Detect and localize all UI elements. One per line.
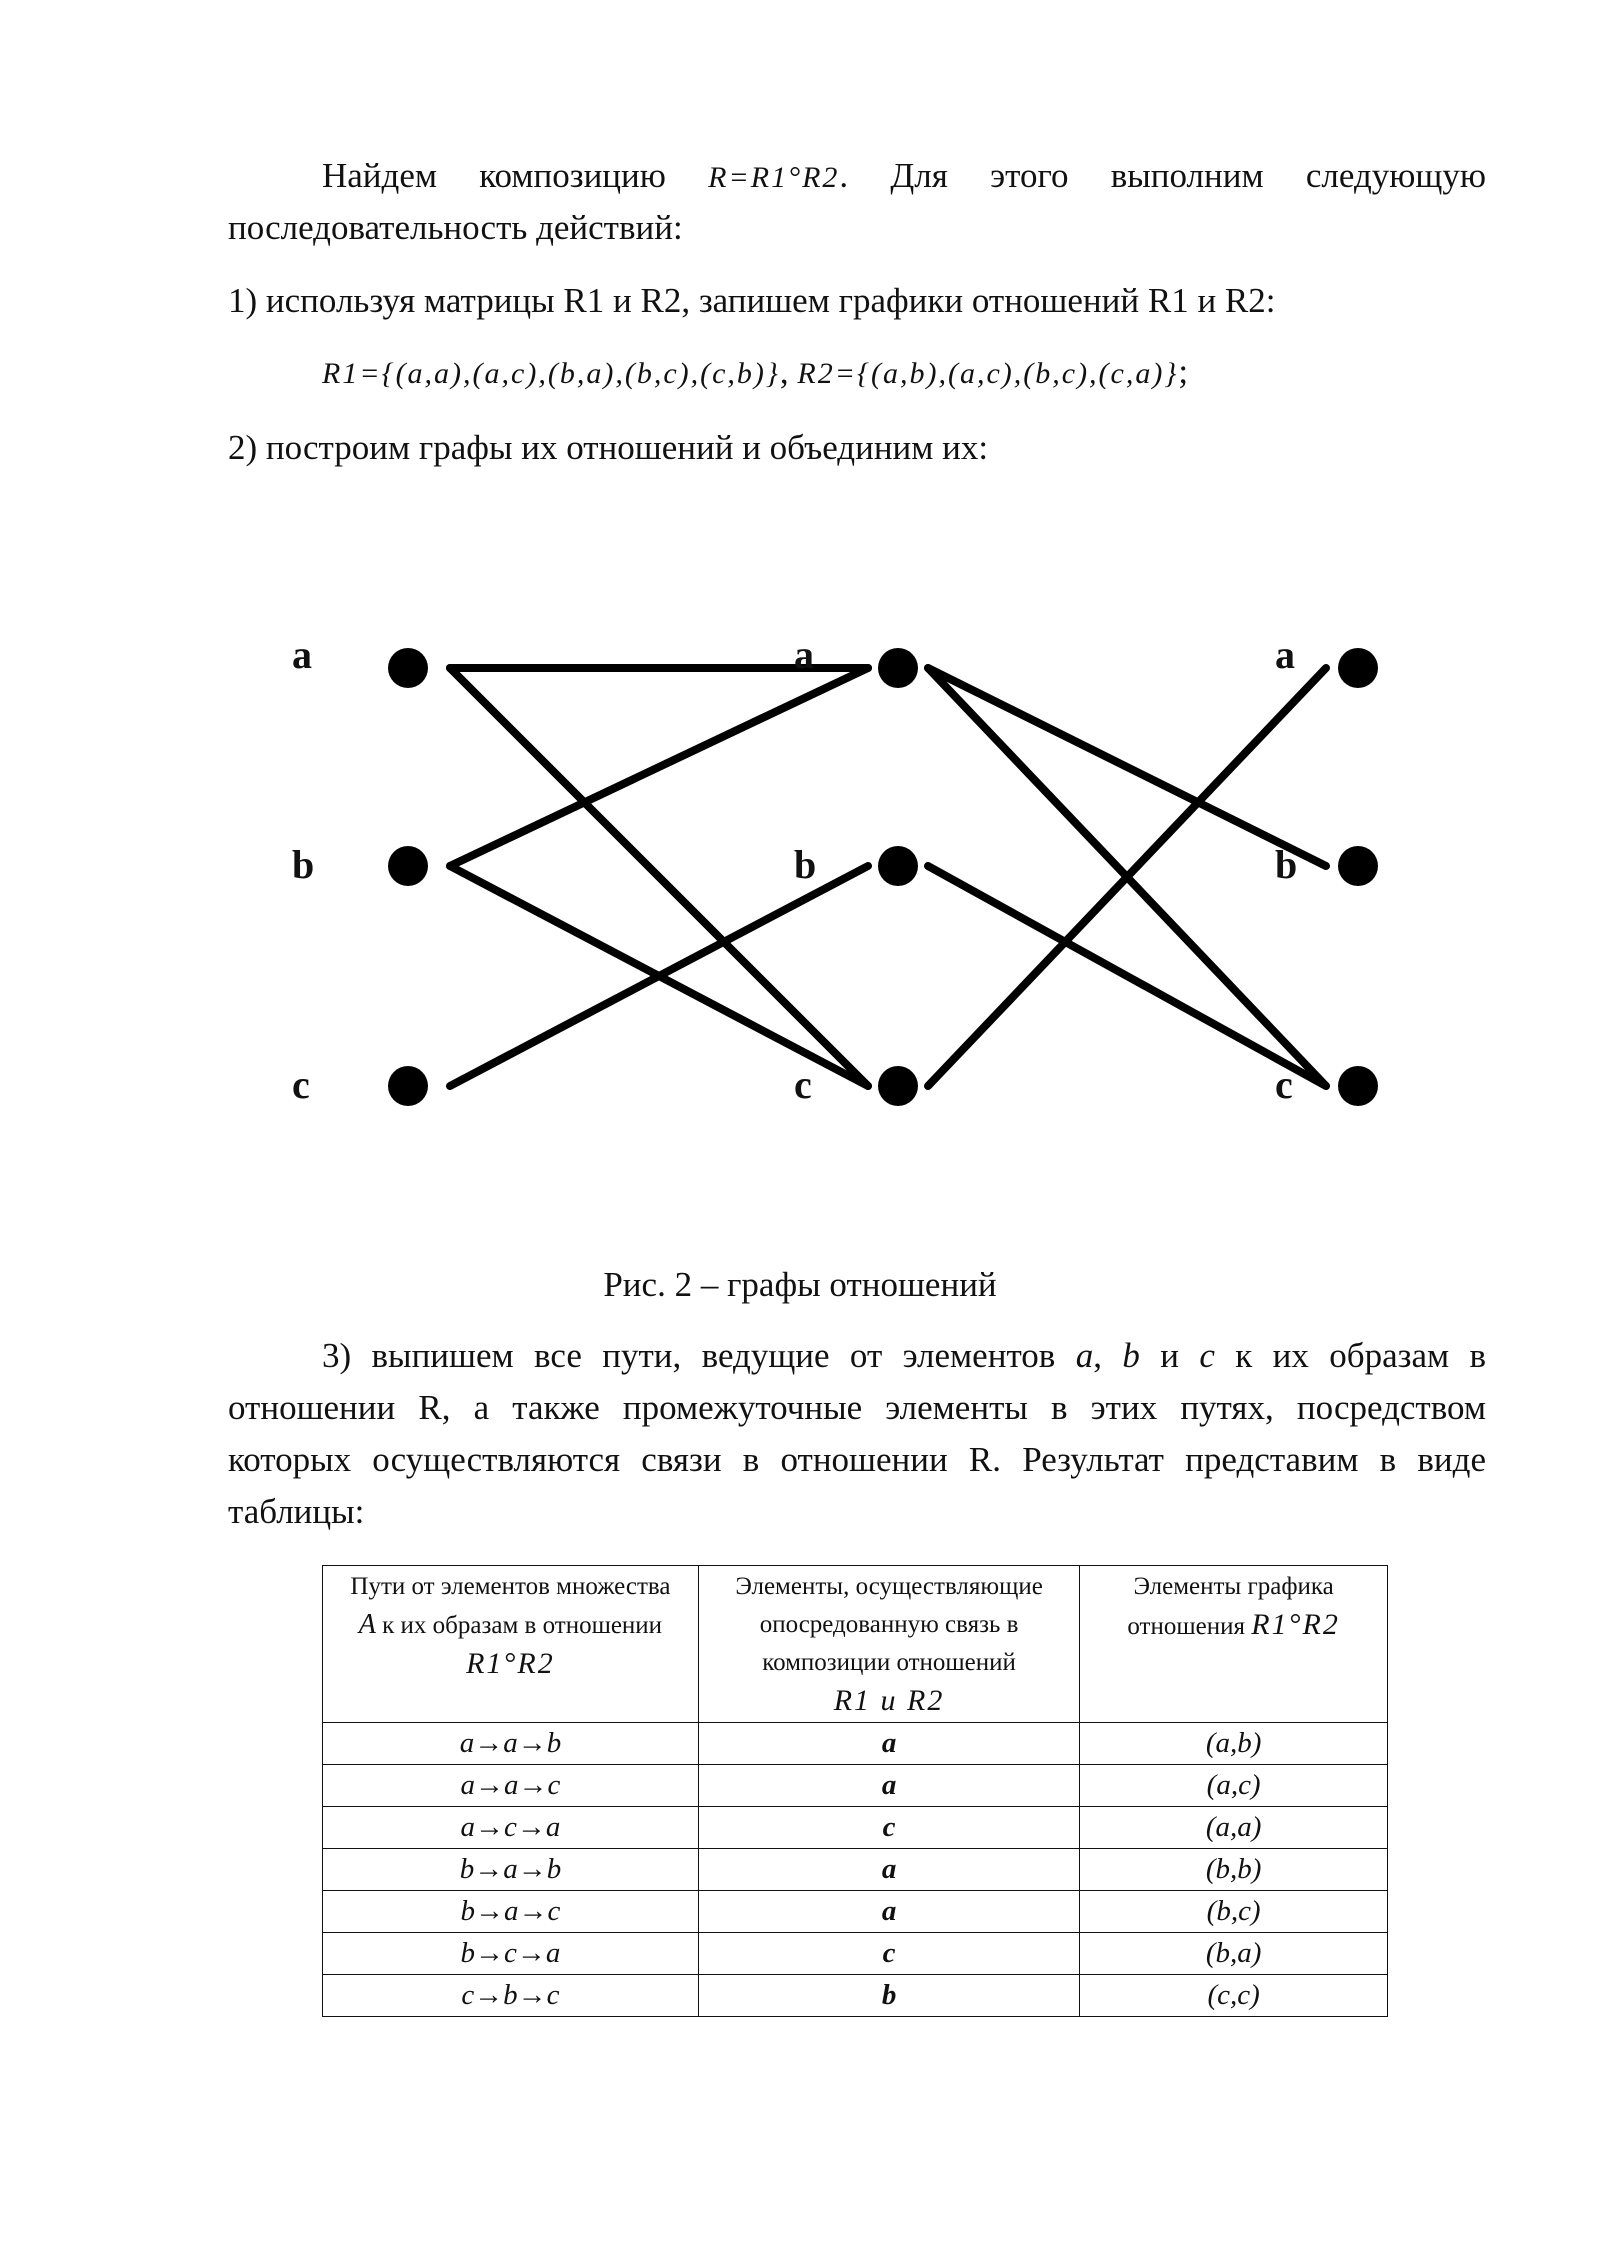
table-row [323,1807,1388,1849]
relation-graphs-line [228,346,1486,400]
path-cell: b→a→c [323,1891,699,1933]
right-label-a: a [1275,632,1295,677]
header-intermediate-line-3: композиции отношений [762,1649,1016,1676]
intermediate-cell: c [698,1807,1079,1849]
step3-line-2: отношении R, а также промежуточные элементы в этих путях, посредством [228,1388,1486,1427]
left-label-b: b [292,842,315,887]
middle-node-a [878,648,918,688]
r1-edge-b-a [450,668,868,866]
pair-cell: (a,b) [1080,1723,1388,1765]
path-cell: b→a→b [323,1849,699,1891]
path-cell: a→a→b [323,1723,699,1765]
step2-text: 2) построим графы их отношений и объединим их: [228,428,989,467]
step3-text-1: 3) выпишем все пути, ведущие от элементов [322,1336,1056,1375]
table-header-row [323,1566,1388,1723]
intro-text-1: Найдем композицию [322,156,666,195]
set-a-var: A [358,1609,376,1640]
right-label-b: b [1275,842,1298,887]
intermediate-cell: a [698,1849,1079,1891]
middle-node-c [878,1066,918,1106]
right-label-c: c [1275,1062,1293,1107]
header-pairs-line-2 [1088,1606,1379,1646]
table-row [323,1723,1388,1765]
table-row [323,1891,1388,1933]
right-node-b [1338,846,1378,886]
left-label-c: c [292,1062,310,1107]
composition-formula: R=R1°R2 [708,161,840,194]
table-body [323,1723,1388,2017]
r2-graph: R2={(a,b),(a,c),(b,c),(c,a)} [797,357,1179,390]
path-cell: a→c→a [323,1807,699,1849]
header-intermediate-formula: R1 и R2 [833,1684,945,1717]
r2-edge-b-c [928,866,1326,1086]
table-row [323,1849,1388,1891]
table-row [323,1975,1388,2017]
intermediate-cell: a [698,1765,1079,1807]
var-a: a [1075,1336,1094,1375]
step1-text: 1) используя матрицы R1 и R2, запишем графики отношений R1 и R2: [228,281,1276,320]
left-label-a: a [292,632,312,677]
intro-line-1 [228,150,1486,204]
path-cell: b→c→a [323,1933,699,1975]
table-row [323,1933,1388,1975]
r2-edge-a-b [928,668,1326,866]
right-node-a [1338,648,1378,688]
step3-line-3: которых осуществляются связи в отношении R. Результат представим в виде [228,1440,1486,1479]
pair-cell: (b,c) [1080,1891,1388,1933]
middle-label-a: a [794,632,814,677]
header-intermediate-line-1: Элементы, осуществляющие [735,1573,1043,1600]
middle-label-c: c [794,1062,812,1107]
pair-cell: (b,a) [1080,1933,1388,1975]
header-pairs-line-1: Элементы графика [1133,1573,1334,1600]
intermediate-cell: a [698,1891,1079,1933]
header-paths-text: к их образам в отношении [382,1612,663,1639]
intermediate-cell: b [698,1975,1079,2017]
left-node-c [388,1066,428,1106]
header-paths-formula: R1°R2 [466,1647,555,1680]
figure-caption: Рис. 2 – графы отношений [603,1265,997,1304]
header-intermediate-line-2: опосредованную связь в [759,1611,1019,1638]
path-cell: a→a→c [323,1765,699,1807]
left-node-a [388,648,428,688]
step3-line-4: таблицы: [228,1492,365,1531]
intro-text-2: . Для этого выполним следующую [839,156,1486,195]
intermediate-cell: a [698,1723,1079,1765]
graph-end: ; [1178,352,1189,391]
table-row [323,1765,1388,1807]
header-paths-line-2 [331,1606,690,1645]
header-paths [323,1566,699,1723]
left-node-b [388,846,428,886]
middle-node-b [878,846,918,886]
var-b: b [1122,1336,1140,1375]
intro-line-2: последовательность действий: [228,208,683,247]
header-paths-line-1: Пути от элементов множества [350,1573,671,1600]
header-pairs-text: отношения [1127,1613,1245,1640]
var-c: c [1199,1336,1215,1375]
pair-cell: (a,c) [1080,1765,1388,1807]
and-word: и [1160,1336,1179,1375]
header-pairs-formula: R1°R2 [1251,1608,1340,1641]
r1-graph: R1={(a,a),(a,c),(b,a),(b,c),(c,b)} [322,357,780,390]
step3-text-2: к их образам в [1235,1336,1487,1375]
pair-cell: (c,c) [1080,1975,1388,2017]
header-intermediate [698,1566,1079,1723]
middle-label-b: b [794,842,817,887]
pair-cell: (b,b) [1080,1849,1388,1891]
paths-table [322,1565,1388,2017]
relation-graph-figure [0,600,1600,1160]
intermediate-cell: c [698,1933,1079,1975]
graph-separator: , [779,352,789,391]
path-cell: c→b→c [323,1975,699,2017]
step3-line-1: 3) выпишем все пути, ведущие от элементов a, b и c к их образам в [322,1336,1487,1375]
pair-cell: (a,a) [1080,1807,1388,1849]
right-node-c [1338,1066,1378,1106]
header-pairs [1080,1566,1388,1723]
